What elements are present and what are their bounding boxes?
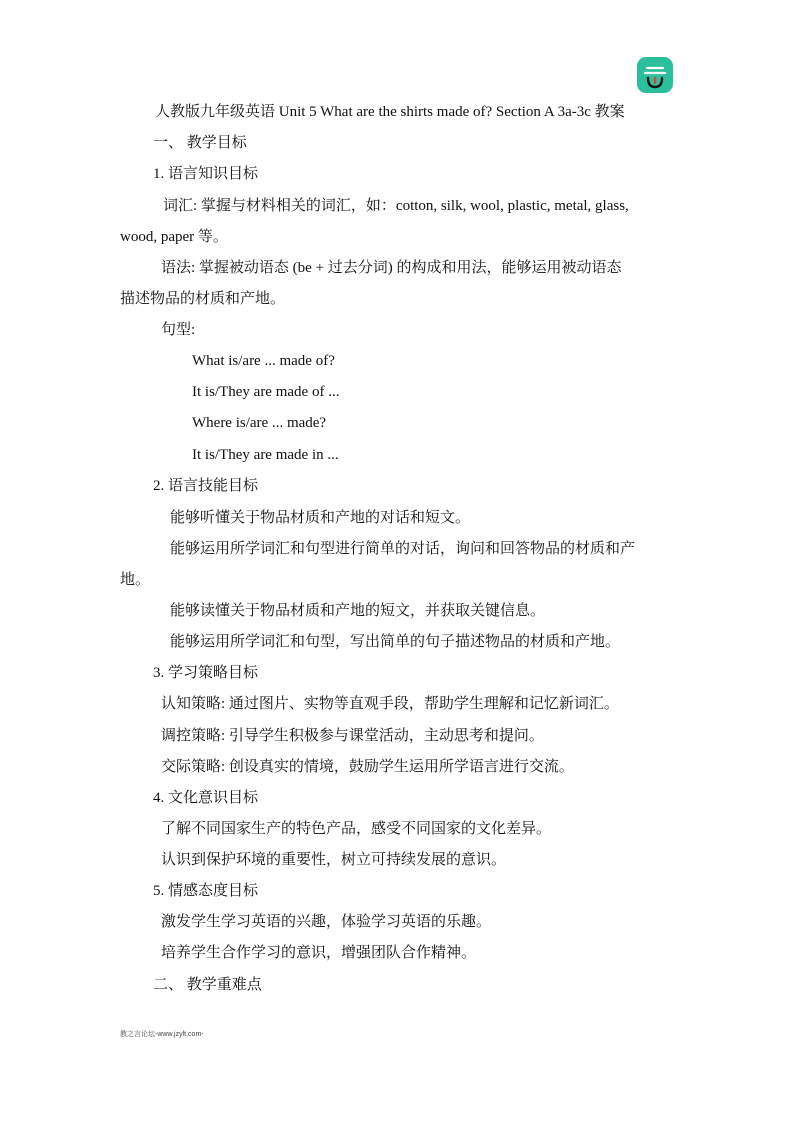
document-title: 人教版九年级英语 Unit 5 What are the shirts made of? Section A 3a-3c 教案 <box>155 104 625 120</box>
strategy-item: 调控策略: 引导学生积极参与课堂活动，主动思考和提问。 <box>161 728 544 744</box>
attitude-item: 激发学生学习英语的兴趣，体验学习英语的乐趣。 <box>161 914 492 930</box>
goal-heading-cultural-awareness: 4. 文化意识目标 <box>153 790 259 806</box>
section-heading-key-difficulties: 二、 教学重难点 <box>153 977 262 993</box>
skill-item: 能够听懂关于物品材质和产地的对话和短文。 <box>170 510 471 526</box>
sentence-pattern: It is/They are made in ... <box>192 447 339 463</box>
section-heading-teaching-goals: 一、 教学目标 <box>153 135 247 151</box>
culture-item: 认识到保护环境的重要性，树立可持续发展的意识。 <box>161 852 507 868</box>
skill-item: 能够运用所学词汇和句型进行简单的对话，询问和回答物品的材质和产 <box>170 541 636 557</box>
goal-heading-emotional-attitude: 5. 情感态度目标 <box>153 883 259 899</box>
sentence-patterns-label: 句型: <box>161 322 196 338</box>
page-footer: 教之言论坛-www.jzylt.com- <box>120 1031 204 1038</box>
vocabulary-line-2: wood, paper 等。 <box>120 229 228 245</box>
skill-item: 能够读懂关于物品材质和产地的短文，并获取关键信息。 <box>170 603 546 619</box>
goal-heading-language-knowledge: 1. 语言知识目标 <box>153 166 259 182</box>
jzyl-logo-icon <box>637 57 673 93</box>
grammar-line-1: 语法: 掌握被动语态 (be + 过去分词) 的构成和用法，能够运用被动语态 <box>161 260 622 276</box>
sentence-pattern: What is/are ... made of? <box>192 353 335 369</box>
vocabulary-line-1: 词汇: 掌握与材料相关的词汇，如：cotton, silk, wool, plastic, metal, glass, <box>163 198 629 214</box>
goal-heading-learning-strategy: 3. 学习策略目标 <box>153 665 259 681</box>
sentence-pattern: It is/They are made of ... <box>192 384 340 400</box>
strategy-item: 交际策略: 创设真实的情境，鼓励学生运用所学语言进行交流。 <box>161 759 574 775</box>
sentence-pattern: Where is/are ... made? <box>192 415 327 431</box>
grammar-line-2: 描述物品的材质和产地。 <box>120 291 286 307</box>
culture-item: 了解不同国家生产的特色产品，感受不同国家的文化差异。 <box>161 821 552 837</box>
strategy-item: 认知策略: 通过图片、实物等直观手段，帮助学生理解和记忆新词汇。 <box>161 696 619 712</box>
attitude-item: 培养学生合作学习的意识，增强团队合作精神。 <box>161 945 477 961</box>
goal-heading-language-skills: 2. 语言技能目标 <box>153 478 259 494</box>
skill-item-continuation: 地。 <box>120 572 151 588</box>
skill-item: 能够运用所学词汇和句型，写出简单的句子描述物品的材质和产地。 <box>170 634 621 650</box>
